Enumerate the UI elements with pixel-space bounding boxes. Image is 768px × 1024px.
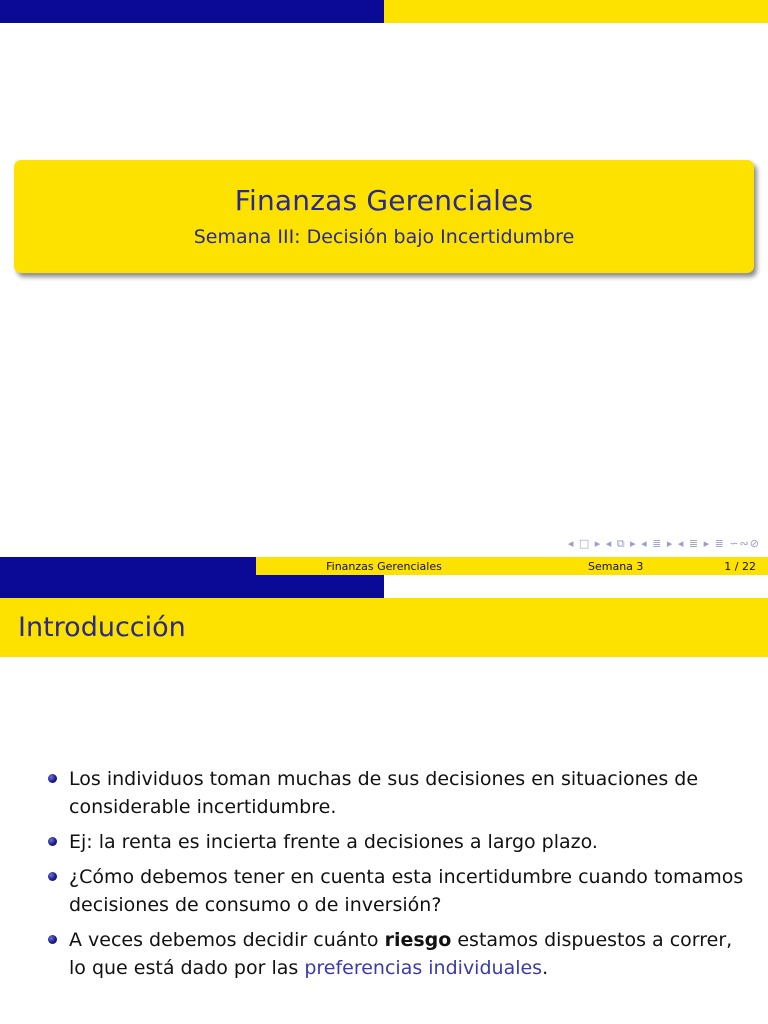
list-item-text-end: . [542,957,549,979]
footline-page-number: 1 / 22 [724,559,756,573]
list-item-text: Los individuos toman muchas de sus decisiones en situaciones de considerable incertidumbre. [69,768,699,818]
list-item [48,926,748,982]
bullet-icon [48,837,57,846]
footline-info [512,557,768,575]
intro-slide [0,557,768,1024]
header-bar-blue [0,575,384,598]
bullet-icon [48,872,57,881]
top-bar-blue [0,0,384,23]
footline-title-text: Finanzas Gerenciales [326,559,442,573]
top-color-bar [0,0,768,23]
list-item [48,863,748,919]
frame-title-bar [0,598,768,657]
footline-date: Semana 3 [588,559,644,573]
beamer-navigation-icons[interactable]: ◂ □ ▸ ◂ ⧉ ▸ ◂ ≣ ▸ ◂ ≣ ▸ ≣ ∽∾⊘ [567,537,760,550]
list-item-text: ¿Cómo debemos tener en cuenta esta incertidumbre cuando tomamos decisiones de consumo o de inversión? [69,866,744,916]
footline-blue-segment [0,557,256,575]
list-item-text: Ej: la renta es incierta frente a decisiones a largo plazo. [69,831,598,853]
top-bar-yellow [384,0,768,23]
list-item-text-middle: estamos dispuestos a correr, lo que está dado por las [69,929,733,979]
list-item [48,765,748,821]
highlight-preferencias: preferencias individuales [304,957,543,979]
title-box [14,160,754,273]
emphasis-riesgo: riesgo [384,929,452,951]
bullet-icon [48,774,57,783]
footline-title [256,557,512,575]
presentation-subtitle: Semana III: Decisión bajo Incertidumbre [193,226,575,248]
header-bar-white [384,575,768,598]
bullet-icon [48,935,57,944]
header-color-bar [0,575,768,598]
frame-title: Introducción [18,612,186,643]
presentation-title: Finanzas Gerenciales [234,184,534,217]
bullet-list [48,765,748,989]
list-item [48,828,748,856]
footline-bar [0,557,768,575]
list-item-text-start: A veces debemos decidir cuánto [69,929,385,951]
